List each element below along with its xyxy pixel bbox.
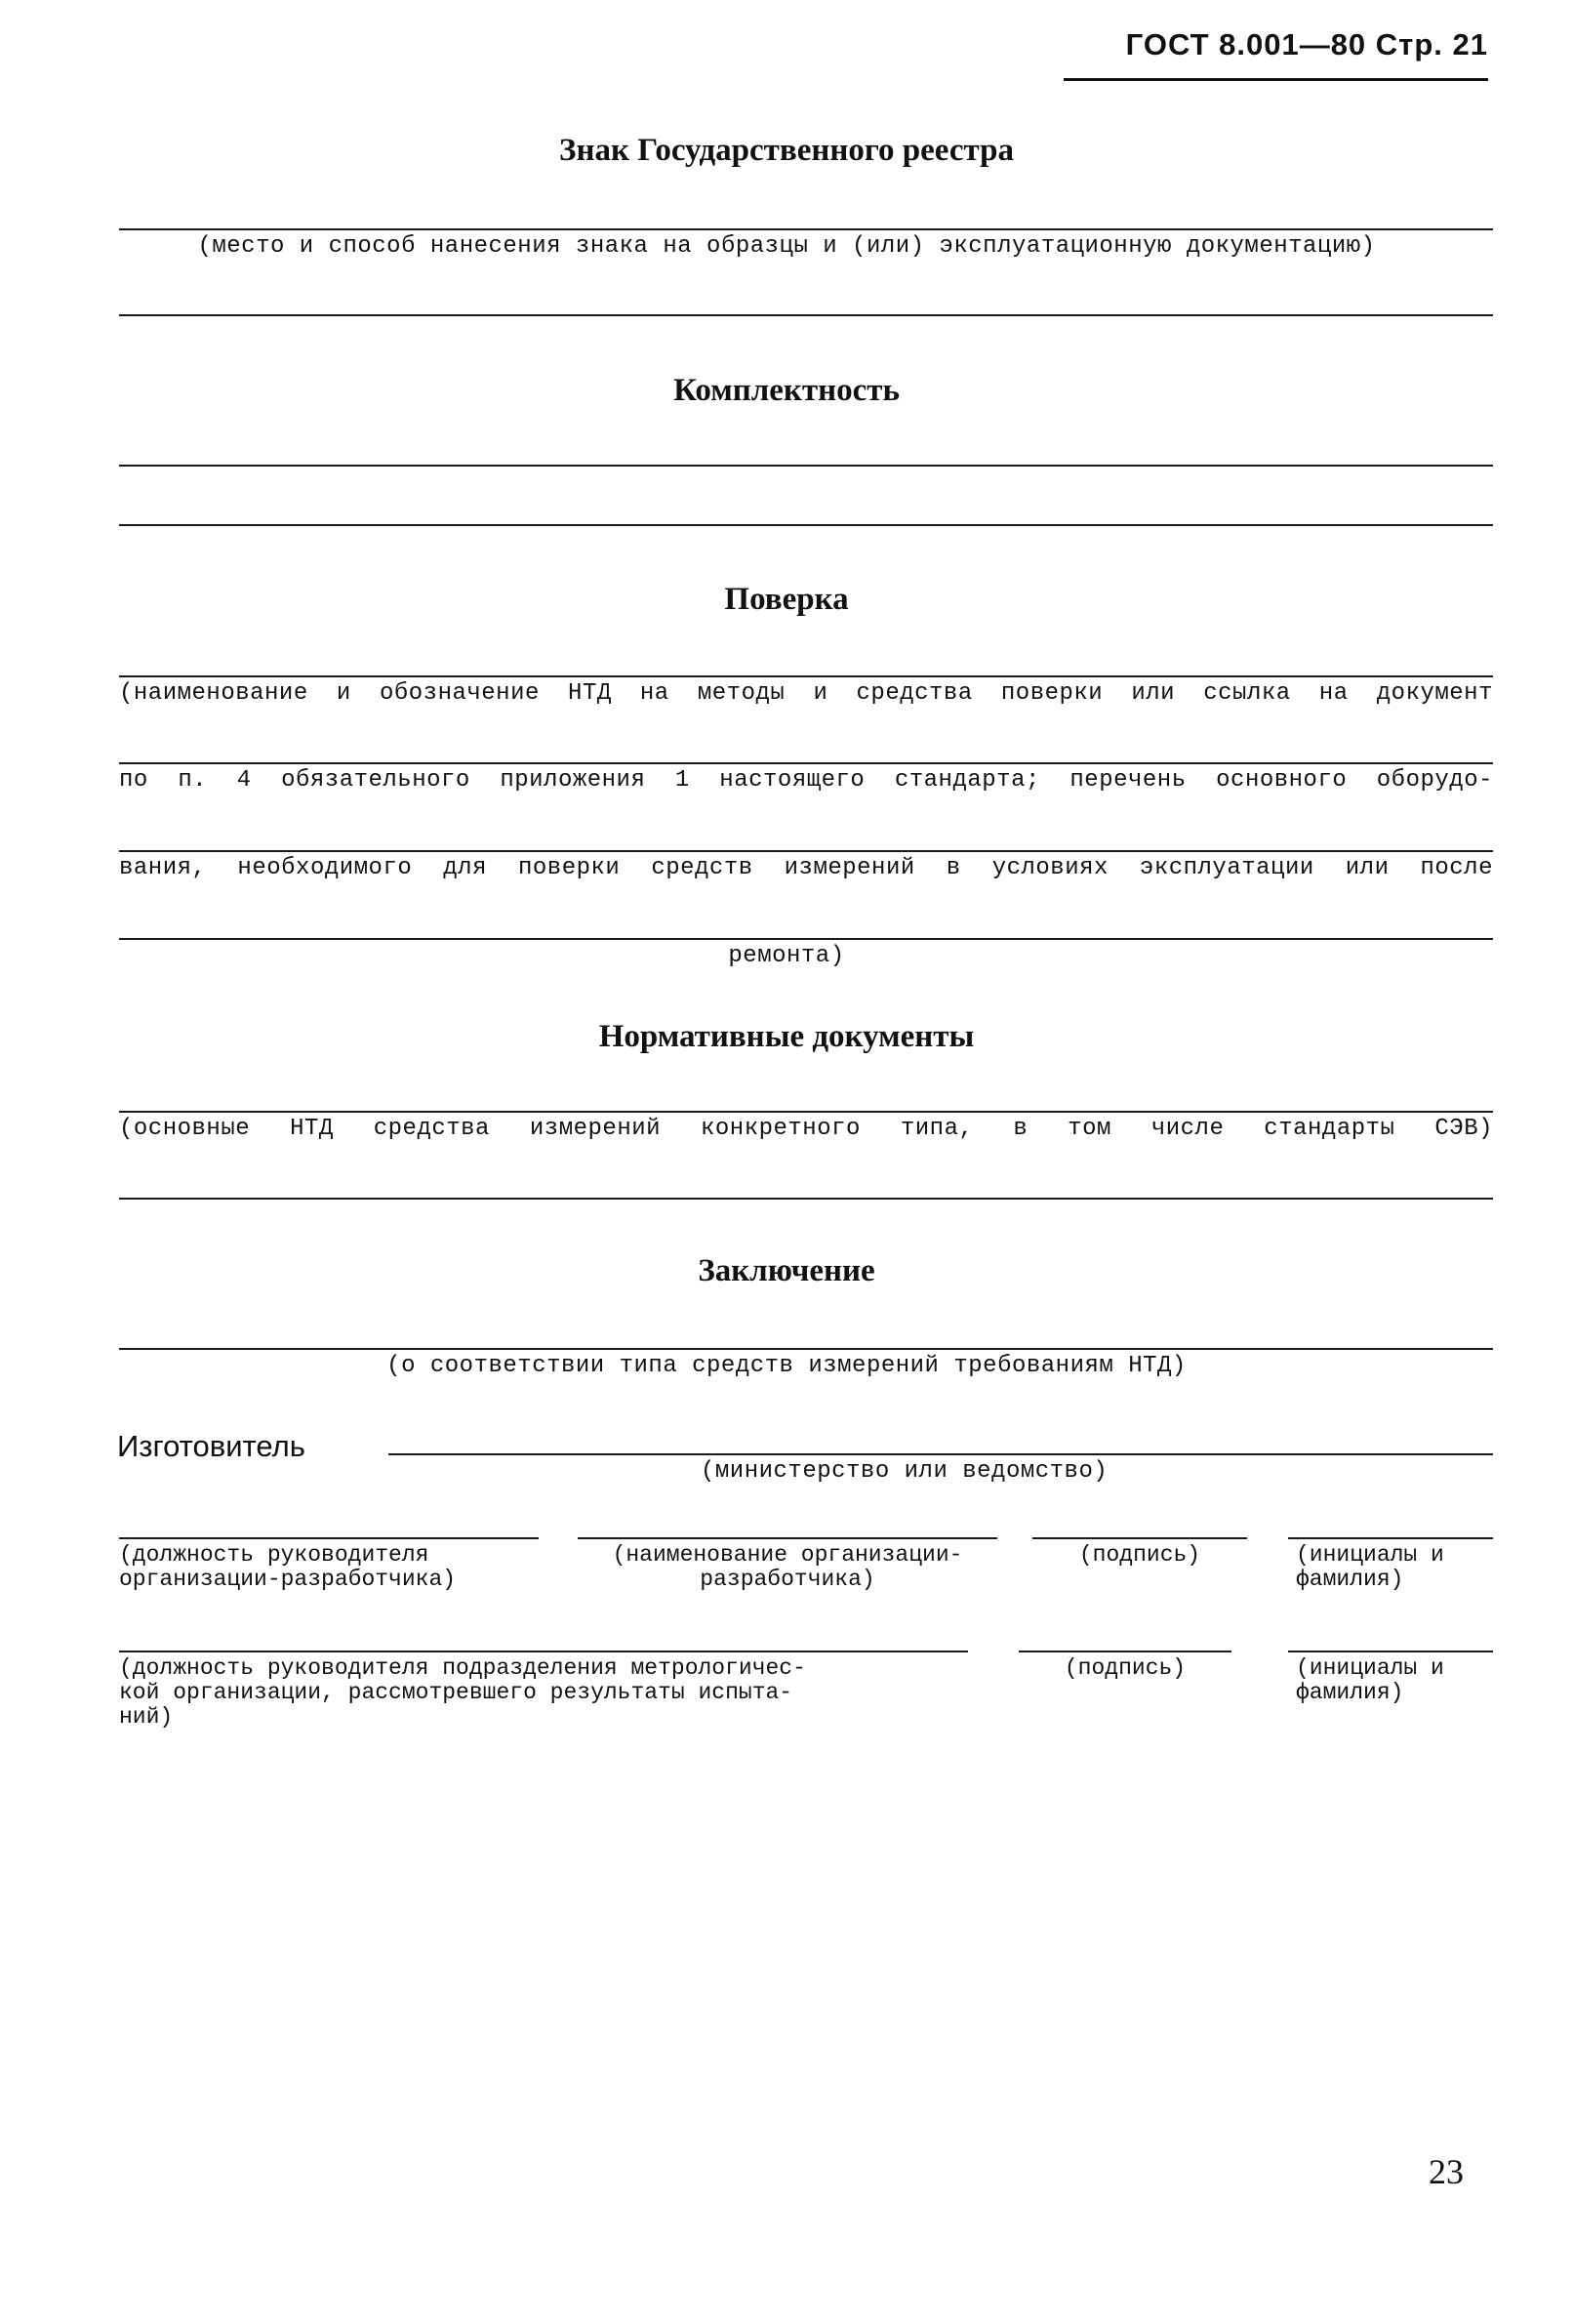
manufacturer-label: Изготовитель: [117, 1429, 305, 1463]
header-rule: [1064, 78, 1488, 81]
signature-line: [578, 1537, 997, 1539]
manufacturer-fill-line: [388, 1453, 1493, 1455]
manufacturer-caption: (министерство или ведомство): [701, 1458, 1109, 1485]
normative-title: Нормативные документы: [598, 1019, 975, 1054]
page-number: 23: [1429, 2152, 1464, 2191]
signature-field-metrology-signature: [1019, 1651, 1231, 1681]
registry-fill-line: [119, 228, 1493, 230]
registry-title: Знак Государственного реестра: [559, 133, 1014, 168]
signature-field-metrology-initials: [1288, 1651, 1493, 1705]
signature-line: [1288, 1537, 1493, 1539]
conclusion-title: Заключение: [698, 1253, 875, 1288]
verification-caption-line-3: вания, необходимого для поверки средств измерений в условиях эксплуатации или после: [119, 855, 1493, 881]
signature-caption: (наименование организации- разработчика): [612, 1542, 963, 1592]
signature-field-metrology-position: [119, 1651, 968, 1730]
signature-caption: (подпись): [1064, 1655, 1187, 1681]
page-header: ГОСТ 8.001—80 Стр. 21: [1125, 27, 1488, 61]
verification-fill-line-2: [119, 762, 1493, 764]
verification-title: Поверка: [724, 582, 849, 617]
completeness-title: Комплектность: [673, 373, 900, 408]
verification-caption-line-4: ремонта): [728, 943, 845, 969]
signature-field-developer-position: [119, 1537, 539, 1592]
registry-caption: (место и способ нанесения знака на образцы и (или) эксплуатационную документацию): [197, 233, 1376, 260]
completeness-fill-line: [119, 465, 1493, 467]
conclusion-caption: (о соответствии типа средств измерений требованиям НТД): [386, 1353, 1187, 1379]
signature-caption: (подпись): [1078, 1542, 1201, 1568]
signature-line: [1019, 1651, 1231, 1652]
verification-fill-line-4: [119, 938, 1493, 940]
normative-fill-line: [119, 1111, 1493, 1113]
verification-fill-line-3: [119, 850, 1493, 852]
signature-line: [1032, 1537, 1247, 1539]
signature-caption: (должность руководителя организации-разработчика): [119, 1542, 457, 1592]
signature-field-signature: [1032, 1537, 1247, 1568]
signature-line: [119, 1537, 539, 1539]
normative-caption: (основные НТД средства измерений конкретного типа, в том числе стандарты СЭВ): [119, 1116, 1493, 1142]
signature-field-initials: [1288, 1537, 1493, 1592]
conclusion-fill-line: [119, 1348, 1493, 1350]
signature-caption: (инициалы и фамилия): [1296, 1542, 1444, 1592]
signature-caption: (инициалы и фамилия): [1296, 1655, 1444, 1705]
signature-line: [119, 1651, 968, 1652]
normative-fill-line-2: [119, 1198, 1493, 1200]
verification-caption-line-2: по п. 4 обязательного приложения 1 настоящего стандарта; перечень основного оборудо-: [119, 767, 1493, 794]
signature-field-developer-name: [578, 1537, 997, 1592]
registry-fill-line-2: [119, 314, 1493, 316]
verification-fill-line: [119, 675, 1493, 677]
completeness-fill-line-2: [119, 524, 1493, 526]
signature-caption: (должность руководителя подразделения метрологичес- кой организации, рассмотревшего результаты испыта- ний): [119, 1655, 806, 1730]
verification-caption-line-1: (наименование и обозначение НТД на методы и средства поверки или ссылка на документ: [119, 680, 1493, 707]
signature-line: [1288, 1651, 1493, 1652]
